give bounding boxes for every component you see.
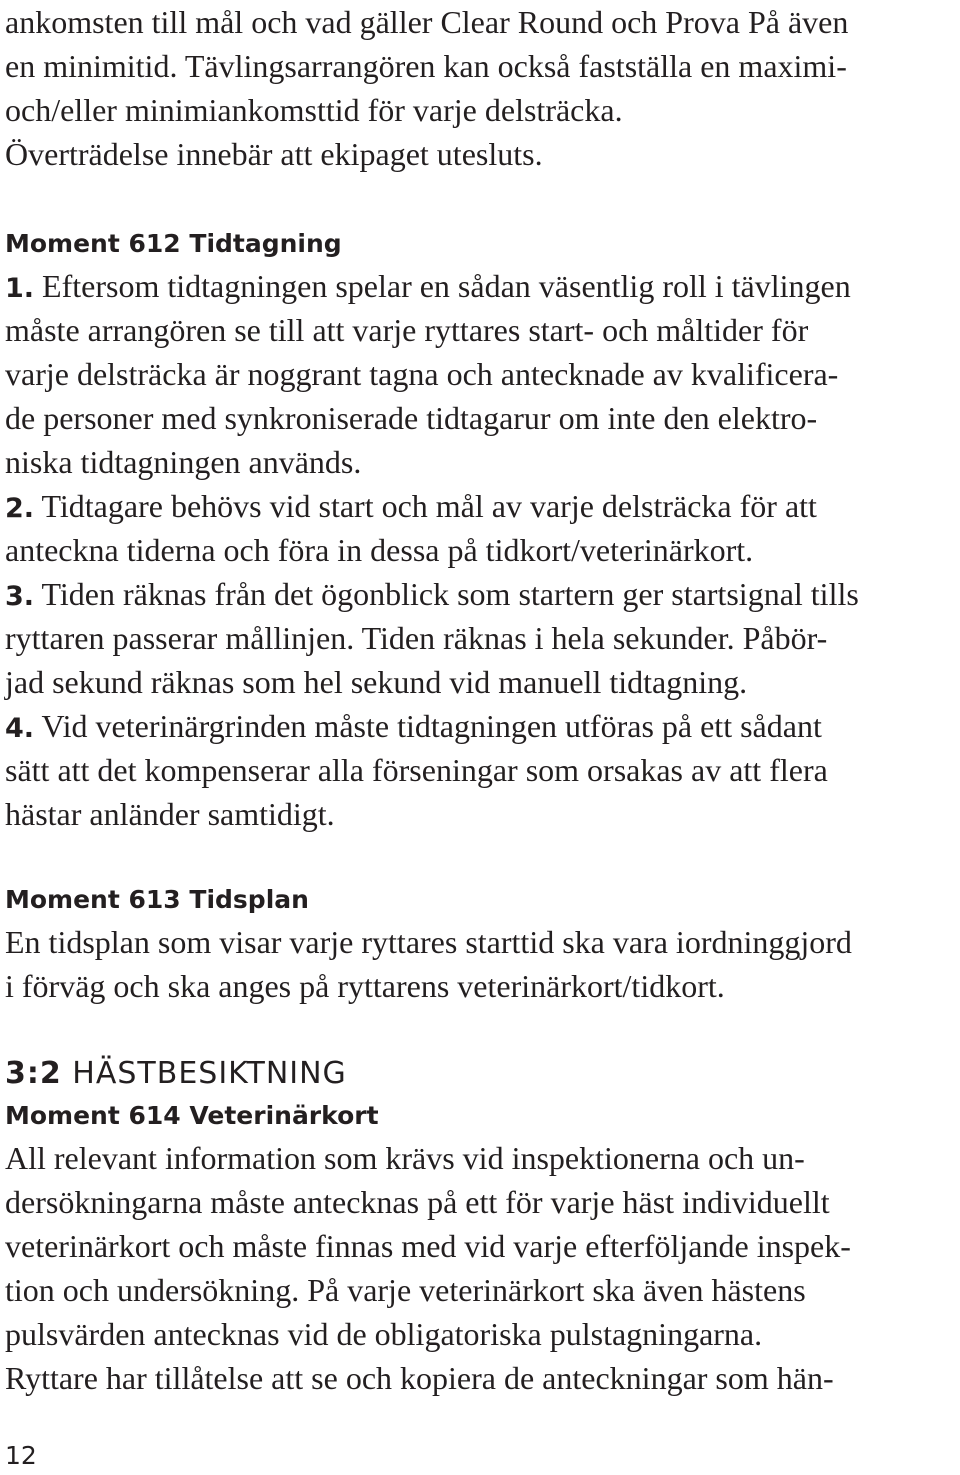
section-3-2 [5,1052,955,1096]
text-line: varje delsträcka är noggrant tagna och antecknade av kvalificera- [5,356,839,392]
text-line [5,484,955,528]
text-line: ryttaren passerar mållinjen. Tiden räknas i hela sekunder. Påbör- [5,620,828,656]
text-span: Eftersom tidtagningen spelar en sådan väsentlig roll i tävlingen [34,268,851,304]
section-number: 3:2 [5,1056,62,1091]
moment-612-heading: Moment 612 Tidtagning [5,229,342,258]
intro-paragraph [5,0,955,176]
spacer [5,836,955,880]
numbered-item-4 [5,704,955,836]
text-line: sätt att det kompenserar alla förseningar som orsakas av att flera [5,752,828,788]
text-line [5,704,955,748]
moment-612-section [5,224,955,836]
document-page [5,0,955,1400]
text-span: Vid veterinärgrinden måste tidtagningen utföras på ett sådant [34,708,822,744]
moment-613-section [5,880,955,1008]
numbered-item-2 [5,484,955,572]
text-line: veterinärkort och måste finnas med vid varje efterföljande inspek- [5,1228,851,1264]
text-line: och/eller minimiankomsttid för varje delsträcka. [5,92,623,128]
text-line: de personer med synkroniserade tidtagarur om inte den elektro- [5,400,818,436]
item-number: 1. [5,273,35,304]
item-number: 3. [5,581,35,612]
text-line: tion och undersökning. På varje veterinärkort ska även hästens [5,1272,806,1308]
text-line: jad sekund räknas som hel sekund vid manuell tidtagning. [5,664,748,700]
text-line [5,572,955,616]
text-line: ankomsten till mål och vad gäller Clear Round och Prova På även [5,4,849,40]
item-number: 2. [5,493,35,524]
spacer [5,1008,955,1052]
text-line: anteckna tiderna och föra in dessa på tidkort/veterinärkort. [5,532,754,568]
text-line: All relevant information som krävs vid inspektionerna och un- [5,1140,805,1176]
text-line: i förväg och ska anges på ryttarens veterinärkort/tidkort. [5,968,725,1004]
text-line: dersökningarna måste antecknas på ett för varje häst individuellt [5,1184,830,1220]
numbered-item-1 [5,264,955,484]
text-span: Tiden räknas från det ögonblick som startern ger startsignal tills [34,576,859,612]
text-line: Överträdelse innebär att ekipaget utesluts. [5,136,543,172]
text-line: En tidsplan som visar varje ryttares starttid ska vara iordninggjord [5,924,852,960]
text-line: måste arrangören se till att varje ryttares start- och måltider för [5,312,809,348]
moment-614-section [5,1096,955,1400]
moment-613-heading: Moment 613 Tidsplan [5,885,309,914]
text-line: Ryttare har tillåtelse att se och kopiera de anteckningar som hän- [5,1360,834,1396]
text-span: Tidtagare behövs vid start och mål av varje delsträcka för att [34,488,817,524]
text-line: pulsvärden antecknas vid de obligatoriska pulstagningarna. [5,1316,763,1352]
section-heading [5,1052,955,1096]
numbered-item-3 [5,572,955,704]
page-number: 12 [5,1441,37,1470]
spacer [5,176,955,224]
section-title: HÄSTBESIKTNING [61,1056,347,1091]
moment-614-heading: Moment 614 Veterinärkort [5,1101,379,1130]
text-line: en minimitid. Tävlingsarrangören kan också fastställa en maximi- [5,48,847,84]
text-line [5,264,955,308]
item-number: 4. [5,713,35,744]
text-line: niska tidtagningen används. [5,444,362,480]
text-line: hästar anländer samtidigt. [5,796,335,832]
